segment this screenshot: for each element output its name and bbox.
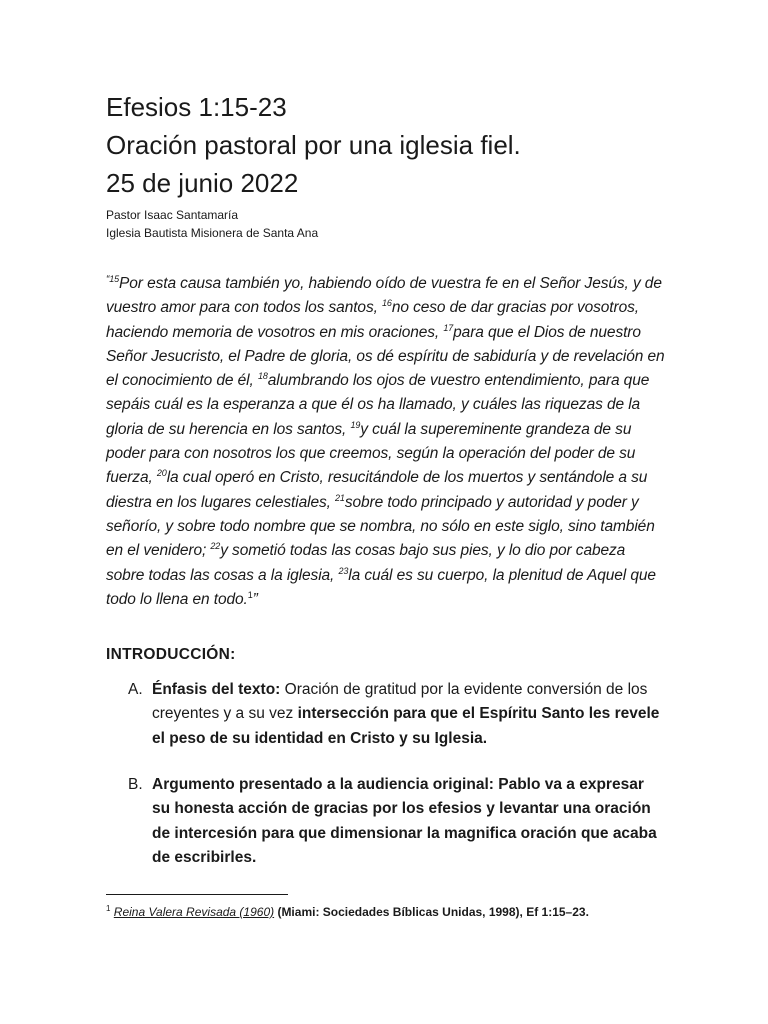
verse-number: 23 [338,565,349,576]
verse-number: 19 [350,419,361,430]
footnote-separator [106,894,288,895]
footnote-reference[interactable]: 1 [247,589,253,600]
sermon-title: Oración pastoral por una iglesia fiel. [106,130,521,160]
outline-lead: Énfasis del texto: [152,681,281,699]
verse-number: 20 [156,468,167,479]
footnote [106,903,589,921]
verse-text: la cual operó en Cristo, resucitándole de los muertos y sentándole a su diestra en los lugares celestiales, [106,469,648,511]
verse-number: 18 [257,371,268,382]
outline-letter: A. [128,681,143,699]
footnote-publication: (Miami: Sociedades Bíblicas Unidas, 1998), Ef 1:15–23. [274,905,589,919]
footnote-book-link[interactable]: Reina Valera Revisada (1960) [113,905,275,919]
document-page [106,88,666,892]
verse-number: 21 [335,492,345,503]
close-quote: ” [252,590,258,608]
verse-text: sobre todo principado y autoridad y poder y señorío, y sobre todo nombre que se nombra, no sólo en este siglo, sino también en el venidero; [106,493,655,560]
verse-text: la cuál es su cuerpo, la plenitud de Aquel que todo lo llena en todo. [106,566,656,608]
verse-number: 17 [443,322,454,333]
verse-text: y sometió todas las cosas bajo sus pies, y lo dio por cabeza sobre todas las cosas a la iglesia, [106,542,626,584]
verse-text: Por esta causa también yo, habiendo oído de vuestra fe en el Señor Jesús, y de vuestro amor para con todos los santos, [106,275,662,317]
verse-text: para que el Dios de nuestro Señor Jesucristo, el Padre de gloria, os dé espíritu de sabiduría y de revelación en el conocimiento de él, [106,323,665,390]
outline-letter: B. [128,776,143,794]
verse-text: no ceso de dar gracias por vosotros, haciendo memoria de vosotros en mis oraciones, [106,299,639,341]
open-quote: “ [106,273,110,285]
document-header [106,88,666,242]
outline-text: Pablo va a expresar su honesta acción de gracias por los efesios y levantar una oración de intercesión para que dimensionar la magnifica oración que acaba de escribirles. [152,776,657,866]
author-name: Pastor Isaac Santamaría [106,208,239,222]
outline-text-bold: intersección para que el Espíritu Santo les revele el peso de su identidad en Cristo y su Iglesia. [152,705,660,747]
introduction-outline [106,678,666,870]
introduction-heading: INTRODUCCIÓN: [106,646,236,664]
scripture-quote [106,272,666,612]
outline-text: Oración de gratitud por la evidente conversión de los creyentes y a su vez [152,681,648,723]
footnote-marker: 1 [106,904,111,913]
verse-number: 22 [210,541,221,552]
verse-number: 15 [109,273,120,284]
sermon-date: 25 de junio 2022 [106,168,299,198]
verse-number: 16 [382,298,392,309]
outline-item [106,773,666,870]
outline-item [106,678,666,751]
verse-text: alumbrando los ojos de vuestro entendimiento, para que sepáis cuál es la esperanza a que él os ha llamado, y cuáles las riquezas de la gloria de su herencia en los santos, [106,372,650,438]
verse-text: y cuál la supereminente grandeza de su poder para con nosotros los que creemos, según la operación del poder de su fuerza, [106,420,636,487]
passage-title: Efesios 1:15-23 [106,92,287,122]
outline-lead: Argumento presentado a la audiencia original: [152,776,494,794]
church-name: Iglesia Bautista Misionera de Santa Ana [106,226,319,240]
